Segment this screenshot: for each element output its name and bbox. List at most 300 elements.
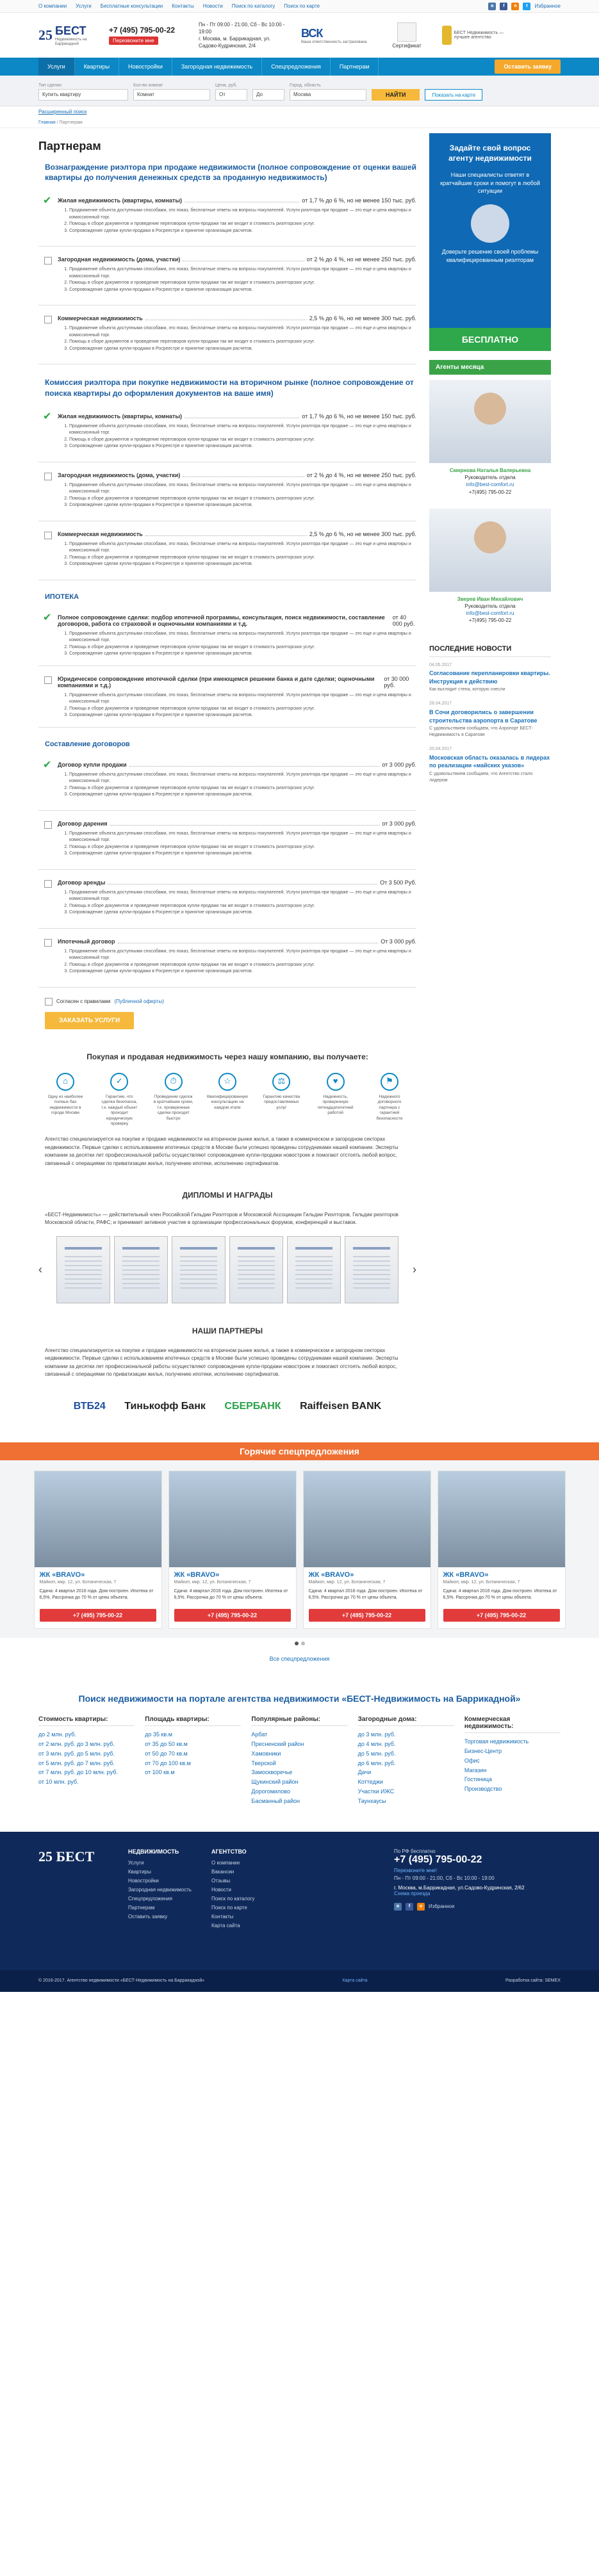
service-price: от 30 000 руб. — [384, 675, 409, 689]
page-title: Партнерам — [38, 140, 101, 152]
service-price: от 2 % до 4 %, но не менее 250 тыс. руб. — [306, 471, 416, 478]
service-steps — [69, 772, 416, 799]
news-title[interactable]: Согласование перепланировки квартиры. Инструкция к действию — [429, 670, 550, 685]
vsk-logo — [301, 27, 372, 44]
chevron-left-icon[interactable]: ‹ — [38, 1262, 42, 1276]
seo-link[interactable]: Щукинский район — [251, 1779, 299, 1786]
service-price: от 40 000 руб. — [392, 614, 415, 627]
price-to-input[interactable]: До — [252, 89, 284, 101]
benefit — [207, 1073, 248, 1127]
service-body — [58, 194, 416, 238]
odnoklassniki-icon[interactable]: o — [417, 1903, 425, 1911]
offer-link[interactable]: (Публичной оферты) — [114, 999, 164, 1005]
service-step: 1. Продвижение объекта доступными способами, это показ, бесплатные ответы на вопросы покупателей. Услуги риэлтора при продаже — это еще и цена квартиры и комиссионный торг. — [69, 266, 416, 280]
benefit-text: Одну из наиболее полных баз недвижимости в городе Москве — [47, 1094, 83, 1116]
seo-link[interactable]: Участки ИЖС — [357, 1788, 395, 1795]
offer-title[interactable]: ЖК «BRAVO» — [174, 1571, 220, 1579]
service-body — [58, 469, 416, 513]
news-item — [429, 746, 551, 784]
footer-address: г. Москва, м.Баррикадная, ул.Садово-Кудринская, 2/62 — [394, 1884, 525, 1891]
top-link[interactable]: Поиск по карте — [284, 3, 320, 9]
news-text: Как выглядит стена, которую снесли — [429, 687, 505, 692]
seo-link[interactable]: от 70 до 100 кв.м — [145, 1759, 191, 1766]
offer-address: Майкоп, мкр. 12, ул. Ботаническая, 7 — [174, 1580, 251, 1585]
seo-link[interactable]: до 2 млн. руб. — [38, 1731, 76, 1738]
nav-item[interactable]: Загородная недвижимость — [172, 58, 262, 76]
service-name: Договор купли продажи — [58, 761, 127, 768]
vk-icon[interactable]: в — [394, 1903, 402, 1911]
top-links — [38, 3, 488, 9]
news-title[interactable]: В Сочи договорились о завершении строительства аэропорта в Саратове — [429, 709, 537, 724]
service-step: 3. Сопровождение сделки купли-продажи в Росреестре и принятие организация расчетов. — [69, 443, 416, 450]
service-checkbox[interactable] — [44, 939, 52, 947]
service-price: от 1,7 % до 6 %, но не менее 150 тыс. руб. — [302, 197, 416, 204]
service-price: 2,5 % до 6 %, но не менее 300 тыс. руб. — [309, 530, 416, 537]
logo[interactable] — [38, 24, 96, 46]
service-row — [38, 188, 416, 247]
service-name: Жилая недвижимость (квартиры, комнаты) — [58, 197, 183, 204]
all-special-link[interactable]: Все спецпредложения — [269, 1655, 330, 1662]
leader-dots — [185, 194, 299, 202]
benefit-icon: ⌂ — [56, 1073, 74, 1091]
offer-card[interactable] — [438, 1471, 566, 1629]
certificate-label: Сертификат — [392, 42, 422, 49]
seo-title: Поиск недвижимости на портале агентства недвижимости «БЕСТ-Недвижимость на Баррикадной» — [78, 1693, 521, 1704]
benefit-icon: ☆ — [218, 1073, 236, 1091]
service-checkbox[interactable] — [44, 615, 52, 623]
service-head — [58, 469, 416, 478]
agent-email[interactable]: info@best-comfort.ru — [466, 610, 514, 617]
footer-phone-label: По РФ бесплатно — [394, 1848, 436, 1854]
carousel-dots — [0, 1638, 599, 1649]
service-row — [38, 462, 416, 521]
benefit-text: Гарантию, что сделка безопасна, т.к. каждый объект проходит юридическую проверку — [101, 1094, 138, 1126]
seo-link[interactable]: Магазин — [464, 1766, 487, 1773]
seo-link[interactable]: Производство — [464, 1786, 502, 1793]
diploma[interactable] — [345, 1236, 398, 1303]
seo-link[interactable]: Басманный район — [251, 1797, 300, 1804]
address: г. Москва, м. Баррикадная, ул. Садово-Кудринская, 2/4 — [199, 36, 271, 49]
service-checkbox-cell — [38, 528, 58, 572]
service-name: Загородная недвижимость (дома, участки) — [58, 256, 181, 263]
diploma[interactable] — [114, 1236, 168, 1303]
footer-phone[interactable]: +7 (495) 795-00-22 — [394, 1854, 482, 1865]
offer-image — [304, 1471, 431, 1567]
rooms-field — [133, 83, 210, 101]
breadcrumb-sep: / — [56, 120, 58, 125]
seo-link[interactable]: от 50 до 70 кв.м — [145, 1750, 188, 1757]
nav-items — [38, 58, 379, 76]
seo-link[interactable]: от 35 до 50 кв.м — [145, 1740, 188, 1747]
seo-link[interactable]: Хамовники — [251, 1750, 281, 1757]
partner-logo[interactable]: ВТБ24 — [73, 1401, 106, 1412]
main — [0, 133, 599, 1426]
service-row — [38, 811, 416, 870]
nav-item[interactable]: Спецпредложения — [262, 58, 331, 76]
footer-link[interactable]: Контакты — [211, 1913, 234, 1920]
seo-link[interactable]: Дорогомилово — [251, 1788, 290, 1795]
leader-dots — [183, 253, 304, 261]
offer-image — [35, 1471, 161, 1567]
agent-phone: +7(495) 795-00-22 — [468, 489, 512, 495]
benefit-text: Надежность, проверенную пятнадцатилетней работой — [317, 1094, 354, 1116]
service-checkbox[interactable] — [44, 880, 52, 888]
news-item — [429, 662, 551, 694]
callback-button[interactable]: Перезвоните мне — [109, 37, 158, 45]
service-checkbox[interactable] — [44, 821, 52, 829]
copyright: © 2016-2017. Агентство недвижимости «БЕСТ-Недвижимость на Баррикадной» — [38, 1978, 205, 1984]
service-body — [58, 935, 416, 979]
service-step: 3. Сопровождение сделки купли-продажи в Росреестре и принятие организация расчетов. — [69, 851, 416, 858]
header-phone[interactable]: +7 (495) 795-00-22 — [109, 26, 176, 35]
agent-role: Руководитель отдела — [464, 475, 516, 481]
odnoklassniki-icon[interactable]: o — [511, 3, 519, 10]
show-on-map-button[interactable]: Показать на карте — [425, 89, 482, 101]
service-step: 3. Сопровождение сделки купли-продажи в Росреестре и принятие организация расчетов. — [69, 561, 416, 568]
footer-hours: Пн - Пт 09:00 - 21:00, Сб - Вс 10:00 - 19:00 — [394, 1875, 495, 1881]
submit-request-button[interactable]: Оставить заявку — [495, 60, 561, 74]
footer-link[interactable]: Отзывы — [211, 1877, 231, 1884]
price-from-field — [215, 83, 247, 101]
footer-col1-links — [128, 1859, 199, 1921]
service-step: 2. Помощь в сборе документов и проведение переговоров купли-продажи так же входит в стоимость риэлторских услуг. — [69, 555, 416, 562]
rooms-select[interactable]: Комнат — [133, 89, 210, 101]
top-link[interactable]: Услуги — [76, 3, 92, 9]
service-step: 2. Помощь в сборе документов и проведение переговоров купли-продажи так же входит в стоимость риэлторских услуг. — [69, 785, 416, 792]
price-to-field — [252, 88, 284, 101]
footer-favorites[interactable]: Избранное — [429, 1903, 455, 1910]
seo-col-title: Коммерческая недвижимость: — [464, 1716, 561, 1733]
service-checkbox[interactable] — [44, 414, 52, 421]
diplomas-carousel — [38, 1236, 416, 1303]
seo-link[interactable]: Арбат — [251, 1731, 268, 1738]
promo-text2: Доверьте решение своей проблемы квалифицированным риэлторам — [441, 248, 539, 263]
topbar — [0, 0, 599, 13]
service-price: 2,5 % до 6 %, но не менее 300 тыс. руб. — [309, 315, 416, 322]
hot-offers-row — [0, 1460, 599, 1638]
service-checkbox[interactable] — [44, 676, 52, 684]
service-steps — [69, 692, 416, 719]
header-address — [199, 21, 288, 50]
rooms-label: Кол-во комнат — [133, 83, 163, 88]
breadcrumb-home[interactable]: Главная — [38, 120, 56, 125]
breadcrumb — [0, 118, 599, 128]
service-steps — [69, 423, 416, 450]
benefits-title: Покупая и продавая недвижимость через нашу компанию, вы получаете: — [86, 1052, 368, 1061]
favorites-link[interactable]: Избранное — [534, 3, 561, 9]
offer-desc: Сдача: 4 квартал 2016 года. Дом построен. Ипотека от 6,5%. Рассрочка до 70 % от цены объекта. — [443, 1589, 557, 1601]
sitemap-link[interactable]: Карта сайта — [342, 1978, 368, 1984]
service-checkbox[interactable] — [44, 762, 52, 770]
agent-name[interactable]: Смирнова Наталья Валерьевна — [449, 468, 531, 473]
offer-title[interactable]: ЖК «BRAVO» — [308, 1571, 354, 1579]
leader-dots — [118, 935, 379, 943]
service-step: 3. Сопровождение сделки купли-продажи в Росреестре и принятие организация расчетов. — [69, 287, 416, 294]
nav-item[interactable]: Квартиры — [75, 58, 119, 76]
service-step: 3. Сопровождение сделки купли-продажи в Росреестре и принятие организация расчетов. — [69, 712, 416, 719]
facebook-icon[interactable]: f — [406, 1903, 413, 1911]
offer-title[interactable]: ЖК «BRAVO» — [39, 1571, 85, 1579]
footer-link[interactable]: Спецпредложения — [128, 1895, 172, 1902]
partner-logo[interactable]: Raiffeisen BANK — [300, 1401, 382, 1412]
footer-link[interactable]: Поиск по каталогу — [211, 1895, 255, 1902]
service-checkbox[interactable] — [44, 532, 52, 539]
header-phone-block — [109, 26, 186, 45]
purchase-services — [38, 404, 416, 580]
seo-link[interactable]: до 35 кв.м — [145, 1731, 172, 1738]
facebook-icon[interactable]: f — [500, 3, 507, 10]
hot-offers — [0, 1442, 599, 1677]
nav-item[interactable]: Партнерам — [331, 58, 379, 76]
offer-card[interactable] — [34, 1471, 162, 1629]
partner-logo[interactable]: СБЕРБАНК — [224, 1401, 281, 1412]
sale-services — [38, 188, 416, 364]
seo-link[interactable]: Коттеджи — [357, 1779, 383, 1786]
seo-link[interactable]: Гостиница — [464, 1776, 492, 1783]
footer-link[interactable]: Поиск по карте — [211, 1904, 247, 1911]
route-link[interactable]: Схема проезда — [394, 1890, 431, 1896]
diploma[interactable] — [172, 1236, 226, 1303]
leader-dots — [183, 469, 304, 477]
price-from-input[interactable]: От — [215, 89, 247, 101]
seo-link[interactable]: Тверской — [251, 1759, 276, 1766]
footer-callback[interactable]: Перезвоните мне! — [394, 1867, 437, 1873]
region-label: Город, область — [290, 83, 321, 88]
service-head — [58, 673, 416, 689]
seo-link[interactable]: от 5 млн. руб. до 7 млн. руб. — [38, 1759, 115, 1766]
seo-link[interactable]: от 100 кв.м — [145, 1769, 175, 1776]
seo-link[interactable]: Бизнес-Центр — [464, 1747, 502, 1754]
certificate[interactable] — [384, 22, 429, 49]
seo-col — [145, 1716, 241, 1806]
offer-address: Майкоп, мкр. 12, ул. Ботаническая, 7 — [308, 1580, 386, 1585]
service-step: 3. Сопровождение сделки купли-продажи в Росреестре и принятие организация расчетов. — [69, 502, 416, 509]
content — [38, 133, 416, 1426]
top-link[interactable]: Бесплатные консультации — [100, 3, 163, 9]
agent-name[interactable]: Зверев Иван Михайлович — [457, 596, 523, 602]
footer-link[interactable]: Партнерам — [128, 1904, 155, 1911]
deal-type-label: Тип сделки — [38, 83, 62, 88]
seo-col — [251, 1716, 347, 1806]
offer-phone-button[interactable]: +7 (495) 795-00-22 — [443, 1609, 560, 1622]
footer-logo-text: 25 БЕСТ — [38, 1848, 95, 1864]
service-row — [38, 521, 416, 580]
footer-link[interactable]: О компании — [211, 1859, 240, 1866]
ask-agent-promo[interactable] — [429, 133, 551, 351]
service-body — [58, 312, 416, 356]
service-steps — [69, 890, 416, 917]
contract-services — [38, 752, 416, 988]
seo-link[interactable]: от 2 млн. руб. до 3 млн. руб. — [38, 1740, 115, 1747]
service-head — [58, 758, 416, 768]
service-step: 2. Помощь в сборе документов и проведение переговоров купли-продажи так же входит в стоимость риэлторских услуг. — [69, 844, 416, 851]
block1-title: Вознаграждение риэлтора при продаже недвижимости (полное сопровождение от оценки вашей квартиры до получения денежных средств за проданную недвижимость) — [45, 163, 416, 183]
service-checkbox-cell — [38, 876, 58, 920]
top-link[interactable]: Поиск по каталогу — [231, 3, 275, 9]
breadcrumb-current: Партнерам — [59, 120, 83, 125]
service-step: 1. Продвижение объекта доступными способами, это показ, бесплатные ответы на вопросы покупателей. Услуги риэлтора при продаже — это еще и цена квартиры и комиссионный торг. — [69, 541, 416, 555]
partners-text: Агентство специализируется на покупке и продаже недвижимости на вторичном рынке жилья, а также в коммерческом и загородном секторах недвижимости. Первые сделки с использованием ипотечных средств в Москве были успешно проведены сотрудниками нашей компании. Эксперты компании за десятки лет профессиональной работы осуществляют сопровождение купли-продажи новостроек и помогают отстоять любой вопрос, связанный с операциями по приватизации жилья, получению ипотеки, исполнению сертификатов. — [45, 1347, 398, 1377]
find-button[interactable]: НАЙТИ — [372, 89, 420, 101]
service-body — [58, 817, 416, 861]
seo-link[interactable]: от 10 млн. руб. — [38, 1779, 79, 1786]
service-name: Полное сопровождение сделки: подбор ипотечной программы, консультация, поиск недвижимости, составление договоров, работа со страховой и оценочными компаниями и т.д. — [58, 614, 385, 627]
news-title[interactable]: Московская область оказалась в лидерах по реализации «майских указов» — [429, 754, 550, 769]
service-steps — [69, 482, 416, 509]
vk-icon[interactable]: в — [488, 3, 496, 10]
about-text: Агентство специализируется на покупке и продаже недвижимости на вторичном рынке жилья, а также в коммерческом и загородном секторах недвижимости. Первые сделки с использованием ипотечных средств в Москве были успешно проведены сотрудниками нашей компании. Эксперты компании за десятки лет профессиональной работы осуществляют сопровождение купли-продажи новостроек и помогают отстоять любой вопрос, связанный с операциями по приватизации жилья, получению ипотеки, исполнению сертификатов. — [45, 1136, 398, 1166]
footer-link[interactable]: Квартиры — [128, 1868, 151, 1875]
agents-list — [429, 375, 551, 632]
region-select[interactable]: Москва — [290, 89, 366, 101]
seo-link[interactable]: Пресненский район — [251, 1740, 304, 1747]
seo-link[interactable]: Замоскворечье — [251, 1769, 293, 1776]
footer-link[interactable]: Карта сайта — [211, 1922, 240, 1928]
service-head — [58, 611, 416, 627]
service-name: Загородная недвижимость (дома, участки) — [58, 471, 181, 478]
offer-address: Майкоп, мкр. 12, ул. Ботаническая, 7 — [443, 1580, 520, 1585]
service-head — [58, 194, 416, 204]
order-services-button[interactable]: ЗАКАЗАТЬ УСЛУГИ — [45, 1012, 134, 1029]
footer-link[interactable]: Новости — [211, 1886, 231, 1893]
benefit — [45, 1073, 86, 1127]
seo-link[interactable]: до 3 млн. руб. — [357, 1731, 396, 1738]
twitter-icon[interactable]: t — [523, 3, 530, 10]
footer-link[interactable]: Вакансии — [211, 1868, 234, 1875]
service-checkbox[interactable] — [44, 473, 52, 480]
footer-link[interactable]: Загородная недвижимость — [128, 1886, 192, 1893]
benefit — [261, 1073, 302, 1127]
service-row — [38, 929, 416, 988]
seo-link[interactable]: от 7 млн. руб. до 10 млн. руб. — [38, 1769, 118, 1776]
service-step: 2. Помощь в сборе документов и проведение переговоров купли-продажи так же входит в стоимость риэлторских услуг. — [69, 706, 416, 713]
chevron-right-icon[interactable]: › — [413, 1262, 416, 1276]
service-step: 1. Продвижение объекта доступными способами, это показ, бесплатные ответы на вопросы покупателей. Услуги риэлтора при продаже — это еще и цена квартиры и комиссионный торг. — [69, 482, 416, 496]
deal-type-select[interactable]: Купить квартиру — [38, 89, 128, 101]
nav-item[interactable]: Услуги — [38, 58, 75, 76]
service-name: Ипотечный договор — [58, 938, 115, 945]
diploma[interactable] — [287, 1236, 341, 1303]
dot[interactable] — [301, 1642, 305, 1645]
benefit — [153, 1073, 194, 1127]
logo-sub: Недвижимость на Баррикадной — [55, 37, 87, 46]
footer-link[interactable]: Оставить заявку — [128, 1913, 168, 1920]
diploma[interactable] — [229, 1236, 283, 1303]
agent-card — [429, 375, 551, 503]
seo-columns — [0, 1716, 599, 1806]
footer-link[interactable]: Новостройки — [128, 1877, 159, 1884]
service-steps — [69, 325, 416, 352]
seo-link[interactable]: до 6 млн. руб. — [357, 1759, 396, 1766]
agent-email[interactable]: info@best-comfort.ru — [466, 482, 514, 488]
seo-link[interactable]: до 5 млн. руб. — [357, 1750, 396, 1757]
service-head — [58, 410, 416, 420]
news-date: 04.05.2017 — [429, 662, 452, 667]
agent-photo — [429, 509, 551, 592]
nav-item[interactable]: Новостройки — [119, 58, 172, 76]
seo-link[interactable]: Таунхаусы — [357, 1797, 386, 1804]
service-row — [38, 752, 416, 811]
offer-card[interactable] — [168, 1471, 297, 1629]
price-label: Цена, руб. — [215, 83, 238, 88]
news-list — [429, 662, 551, 784]
benefit — [369, 1073, 410, 1127]
seo-link[interactable]: Торговая недвижимость — [464, 1738, 529, 1745]
offer-card[interactable] — [303, 1471, 431, 1629]
header — [0, 13, 599, 58]
diplomas-title: ДИПЛОМЫ И НАГРАДЫ — [182, 1190, 273, 1200]
certificate-icon — [397, 22, 416, 42]
advanced-search-link[interactable]: Расширенный поиск — [38, 109, 87, 115]
seo-link[interactable]: Офис — [464, 1757, 480, 1764]
service-steps — [69, 831, 416, 858]
service-body — [58, 876, 416, 920]
offer-desc: Сдача: 4 квартал 2016 года. Дом построен. Ипотека от 6,5%. Рассрочка до 70 % от цены объекта. — [39, 1589, 154, 1601]
agree-text: Согласен с правилами — [56, 999, 111, 1005]
service-name: Коммерческая недвижимость — [58, 315, 143, 322]
service-row — [38, 605, 416, 666]
service-checkbox[interactable] — [44, 198, 52, 206]
agree-checkbox[interactable] — [45, 998, 53, 1006]
service-step: 1. Продвижение объекта доступными способами, это показ, бесплатные ответы на вопросы покупателей. Услуги риэлтора при продаже — это еще и цена квартиры и комиссионный торг. — [69, 631, 416, 644]
offer-phone-button[interactable]: +7 (495) 795-00-22 — [40, 1609, 156, 1622]
leader-dots — [185, 410, 299, 418]
service-body — [58, 758, 416, 803]
deal-type-field — [38, 83, 128, 101]
top-link[interactable]: Контакты — [172, 3, 194, 9]
agree-row — [45, 998, 416, 1006]
dot[interactable] — [295, 1642, 299, 1645]
diploma[interactable] — [56, 1236, 110, 1303]
service-name: Жилая недвижимость (квартиры, комнаты) — [58, 412, 183, 420]
leader-dots — [129, 758, 380, 767]
top-link[interactable]: Новости — [202, 3, 223, 9]
seo-link[interactable]: Дачи — [357, 1769, 372, 1776]
agents-title: Агенты месяца — [429, 360, 551, 375]
footer-link[interactable]: Услуги — [128, 1859, 144, 1866]
block2-title: Комиссия риэлтора при покупке недвижимости на вторичном рынке (полное сопровождение от поиска квартиры до оформления документов на ваше имя) — [45, 378, 414, 398]
service-checkbox[interactable] — [44, 316, 52, 323]
seo-col — [358, 1716, 454, 1806]
service-step: 3. Сопровождение сделки купли-продажи в Росреестре и принятие организация расчетов. — [69, 792, 416, 799]
service-head — [58, 312, 416, 322]
partners-title: НАШИ ПАРТНЕРЫ — [192, 1326, 263, 1335]
footer-col2-links — [211, 1859, 282, 1930]
service-checkbox[interactable] — [44, 257, 52, 265]
seo-link[interactable]: от 3 млн. руб. до 5 млн. руб. — [38, 1750, 115, 1757]
service-checkbox-cell — [38, 194, 58, 238]
service-checkbox-cell — [38, 469, 58, 513]
seo-col — [464, 1716, 561, 1806]
offer-title[interactable]: ЖК «BRAVO» — [443, 1571, 489, 1579]
footer-col2-title: АГЕНТСТВО — [211, 1848, 247, 1855]
seo-link[interactable]: до 4 млн. руб. — [357, 1740, 396, 1747]
service-step: 1. Продвижение объекта доступными способами, это показ, бесплатные ответы на вопросы покупателей. Услуги риэлтора при продаже — это еще и цена квартиры и комиссионный торг. — [69, 325, 416, 339]
top-link[interactable]: О компании — [38, 3, 67, 9]
benefit-icon: ⚑ — [381, 1073, 398, 1091]
benefit-icon: ⏱ — [165, 1073, 183, 1091]
news-date: 28.04.2017 — [429, 701, 452, 706]
offer-phone-button[interactable]: +7 (495) 795-00-22 — [309, 1609, 425, 1622]
partner-logo[interactable]: Тинькофф Банк — [124, 1401, 206, 1412]
agent-photo — [429, 380, 551, 463]
service-head — [58, 935, 416, 945]
service-row — [38, 306, 416, 364]
leader-dots — [110, 817, 380, 826]
service-step: 3. Сопровождение сделки купли-продажи в Росреестре и принятие организация расчетов. — [69, 651, 416, 658]
offer-phone-button[interactable]: +7 (495) 795-00-22 — [174, 1609, 291, 1622]
benefit — [99, 1073, 140, 1127]
